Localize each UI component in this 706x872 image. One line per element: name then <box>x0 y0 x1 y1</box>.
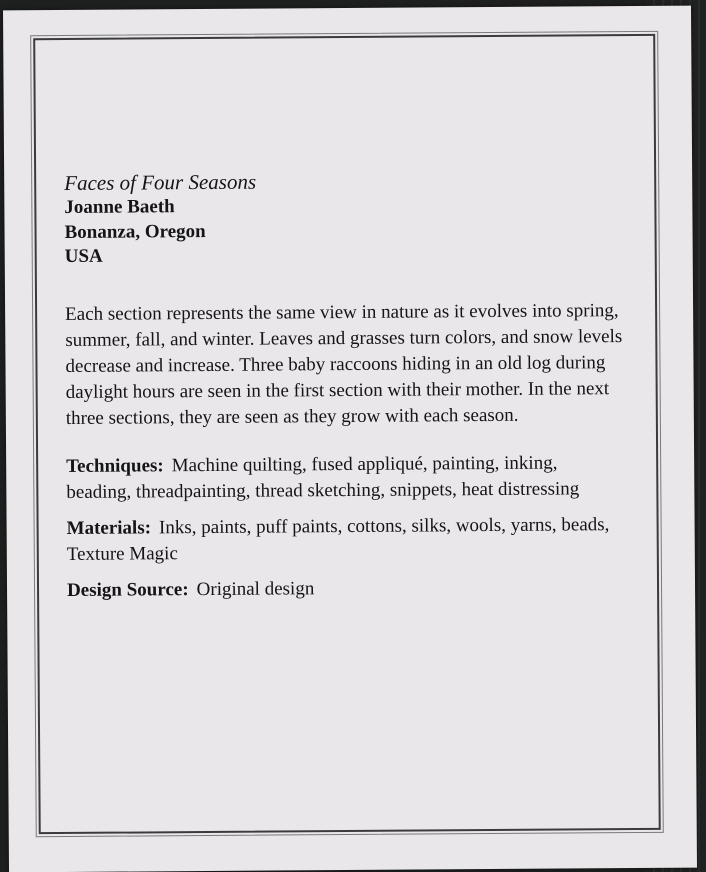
materials-label: Materials: <box>66 516 152 539</box>
card-content <box>64 166 627 603</box>
artist-name: Joanne Baeth <box>64 196 175 218</box>
artwork-title: Faces of Four Seasons <box>64 169 257 195</box>
materials-entry <box>67 512 627 568</box>
design-source-value: Original design <box>196 577 315 600</box>
artist-location: Bonanza, Oregon <box>64 220 206 243</box>
techniques-value: Machine quilting, fused appliqué, painting, inking, beading, threadpainting, thread sketching, snippets, heat distressing <box>66 452 580 503</box>
artwork-label-card <box>3 6 697 872</box>
materials-value: Inks, paints, puff paints, cottons, silks, wools, yarns, beads, Texture Magic <box>66 513 610 565</box>
techniques-label: Techniques: <box>66 454 164 477</box>
techniques-entry <box>66 450 626 506</box>
artist-country: USA <box>64 245 103 267</box>
design-source-label: Design Source: <box>66 578 189 601</box>
design-source-entry <box>67 574 627 604</box>
artwork-description: Each section represents the same view in nature as it evolves into spring, summer, fall, and winter. Leaves and grasses turn colors, and snow levels decrease and increase. Three baby raccoons hiding in an old log during daylight hours are seen in the first section with their mother. In the next three sections, they are seen as they grow with each season. <box>65 299 623 429</box>
